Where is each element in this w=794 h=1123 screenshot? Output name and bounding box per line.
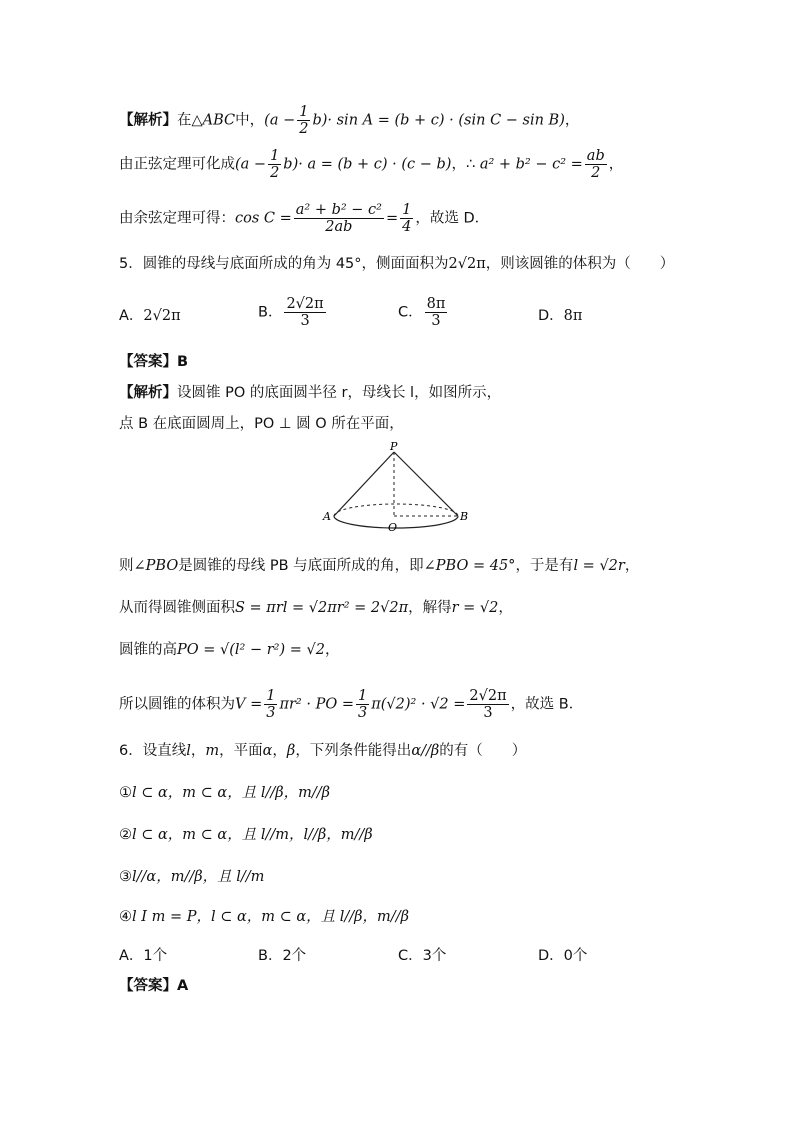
label-b: B [460,510,469,523]
formula-part: V = [235,696,263,713]
analysis-tag: 【解析】 [119,112,177,129]
q5-analysis-line-1 [119,383,501,403]
formula-part: r = √2 [451,600,499,616]
question-text: ，平面 [219,743,263,759]
option-label: D． [538,308,564,324]
q6-option-b[interactable]: B．2个 [258,948,307,964]
question-text: 6．设直线 [119,743,187,759]
formula-part: m [205,743,220,759]
q6-option-a[interactable]: A．1个 [119,948,168,964]
formula-part: S = πrl = √2πr² = 2√2π [235,600,409,616]
q6-condition-2 [119,825,373,845]
fraction-denominator: 3 [357,705,368,721]
condition-text: l I m = P，l ⊂ α，m ⊂ α，且 l//β，m//β [132,909,409,925]
formula-part: l = √2r [573,558,625,574]
formula-part: a² + b² − c² = [479,156,583,173]
question-text: ，则该圆锥的体积为（ ） [485,256,675,272]
analysis-text: 设圆锥 PO 的底面圆半径 r，母线长 l，如图所示， [177,385,502,401]
q6-stem [119,741,526,761]
analysis-text: ， [498,600,513,616]
formula-part: (a − [235,156,267,173]
analysis-text: ，于是有 [515,558,574,574]
fraction-numerator: a² + b² − c² [295,202,382,218]
triangle-name: ABC [202,112,236,129]
cone-base-back-dashed-line [334,504,458,516]
condition-number: ① [119,785,132,801]
analysis-text: ，∴ [451,156,480,173]
condition-number: ④ [119,909,132,925]
option-label: A． [119,308,144,324]
q5-option-d[interactable] [538,306,582,326]
q5-option-b[interactable] [258,296,328,329]
analysis-text: 由余弦定理可得： [119,210,235,227]
formula-part: b)· sin A = (b + c) · (sin C − sin B) [312,112,565,129]
fraction-numerator: 1 [299,104,309,120]
formula-part: = [386,210,399,227]
fraction-denominator: 3 [483,705,493,721]
option-label: B． [258,304,283,321]
cone-figure [320,440,470,535]
analysis-line-1 [119,104,579,137]
analysis-line-3 [119,202,489,235]
question-text: ，下列条件能得出 [295,743,412,759]
fraction-numerator: 1 [402,202,412,218]
analysis-text: 所以圆锥的体积为 [119,696,235,713]
formula-part: l [186,743,191,759]
option-value: 2√2π [143,308,181,324]
formula-part: α [262,743,273,759]
formula-part: β [286,743,296,759]
fraction-denominator: 3 [266,705,276,721]
q6-condition-3 [119,867,264,887]
fraction [294,202,384,235]
fraction-numerator: 2√2π [286,296,324,312]
formula-part: π(√2)² · √2 = [371,696,466,713]
label-o: O [388,521,398,534]
formula-part: πr² · PO = [279,696,354,713]
fraction [284,296,325,329]
q5-analysis-line-4 [119,598,513,618]
q5-analysis-line-6 [119,688,583,721]
question-text: 5．圆锥的母线与底面所成的角为 45°，侧面面积为 [119,256,449,272]
q5-analysis-line-5 [119,640,339,660]
label-a: A [323,510,331,523]
analysis-text: ， [564,112,580,129]
option-value: 8π [563,308,583,324]
fraction-numerator: 8π [426,296,446,312]
fraction [467,688,508,721]
formula-part: cos C = [235,210,292,227]
analysis-tag: 【解析】 [119,385,177,401]
q5-option-a[interactable] [119,306,181,326]
q5-analysis-line-3 [119,556,639,576]
analysis-text: 则 [119,558,134,574]
formula-part: b)· a = (b + c) · (c − b) [283,156,452,173]
label-p: P [390,440,398,453]
condition-text: l//α，m//β，且 l//m [132,869,265,885]
formula-part: (a − [264,112,296,129]
fraction-denominator: 4 [402,219,412,235]
fraction [264,688,277,721]
fraction-numerator: 1 [270,148,280,164]
fraction-denominator: 2 [299,121,309,137]
analysis-text: 是圆锥的母线 PB 与底面所成的角，即 [178,558,424,574]
formula-part: ∠PBO [133,558,179,574]
fraction-numerator: 1 [357,688,368,704]
q5-stem [119,254,674,274]
q6-condition-4 [119,907,409,927]
analysis-text: ，故选 B． [510,696,584,713]
formula-part: 2√2π [448,256,486,272]
formula-part: PO = √(l² − r²) = √2 [177,642,325,658]
cone-base-back-dashed [334,504,458,516]
fraction [585,148,607,181]
analysis-text: 在△ [177,112,203,129]
fraction-numerator: ab [586,148,605,164]
fraction [356,688,369,721]
analysis-text: 中， [235,112,265,129]
option-label: C． [398,304,423,321]
condition-number: ③ [119,869,132,885]
fraction [297,104,310,137]
q6-condition-1 [119,783,330,803]
fraction-denominator: 2 [270,165,280,181]
analysis-text: ，故选 D． [415,210,490,227]
question-text: ， [190,743,206,759]
analysis-text: ， [608,156,624,173]
analysis-text: 由正弦定理可化成 [119,156,235,173]
analysis-text: ，解得 [408,600,452,616]
q6-option-c[interactable]: C．3个 [398,948,447,964]
question-text: ， [272,743,287,759]
condition-text: l ⊂ α，m ⊂ α，且 l//β，m//β [132,785,331,801]
analysis-text: ， [624,558,640,574]
formula-part: α//β [411,743,440,759]
fraction [425,296,448,329]
q5-option-c[interactable] [398,296,449,329]
q6-answer: 【答案】A [119,978,189,994]
analysis-line-2 [119,148,623,181]
formula-part: ∠PBO = 45° [423,558,516,574]
fraction [268,148,281,181]
fraction [400,202,413,235]
q5-analysis-line-2: 点 B 在底面圆周上，PO ⊥ 圆 O 所在平面， [119,416,404,432]
q5-answer: 【答案】B [119,354,189,370]
fraction-denominator: 2ab [325,219,353,235]
condition-number: ② [119,827,132,843]
fraction-denominator: 3 [431,313,441,329]
fraction-denominator: 3 [300,313,310,329]
analysis-text: 从而得圆锥侧面积 [119,600,235,616]
fraction-numerator: 1 [266,688,276,704]
q6-option-d[interactable]: D．0个 [538,948,588,964]
analysis-text: ， [324,642,340,658]
question-text: 的有（ ） [439,743,527,759]
analysis-text: 圆锥的高 [119,642,177,658]
condition-text: l ⊂ α，m ⊂ α，且 l//m，l//β，m//β [132,827,373,843]
fraction-denominator: 2 [591,165,601,181]
fraction-numerator: 2√2π [469,688,507,704]
